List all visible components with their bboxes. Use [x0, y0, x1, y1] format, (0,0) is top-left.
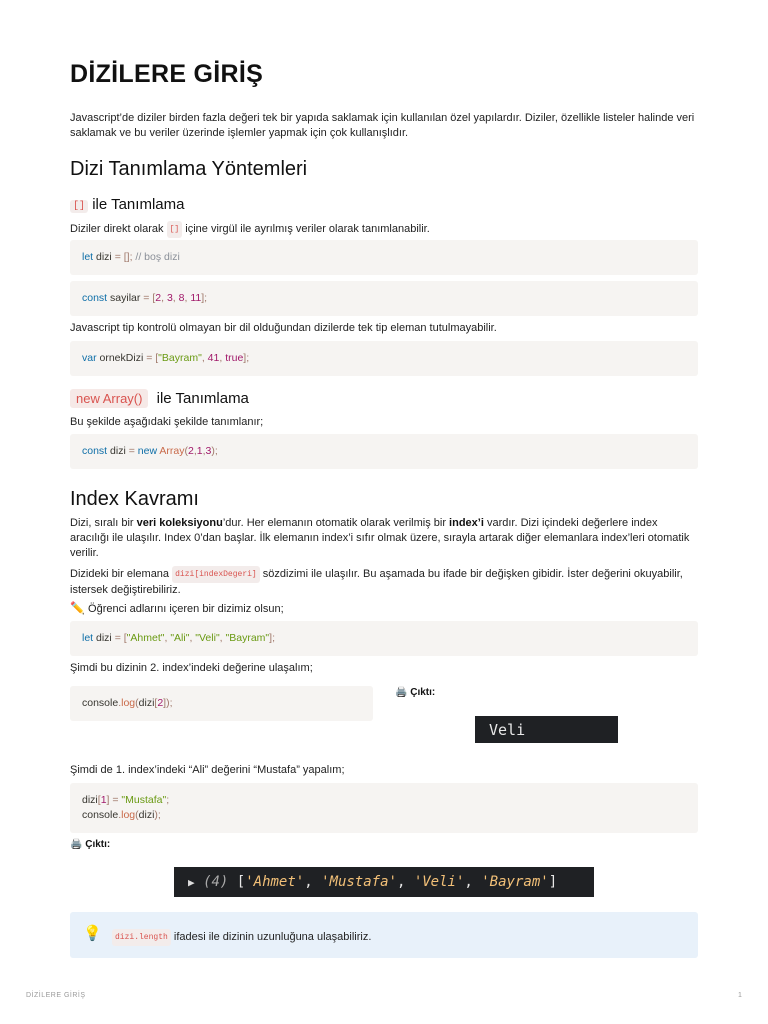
code-line: const sayilar = [2, 3, 8, 11];	[82, 292, 208, 304]
desc-text: Diziler direkt olarak	[70, 223, 164, 235]
footer-title: DİZİLERE GİRİŞ	[26, 992, 86, 999]
inline-code: []	[167, 221, 183, 238]
bracket-description	[70, 221, 430, 238]
subheading-bracket-tanimlama	[70, 196, 184, 213]
code-block-console-log	[70, 686, 373, 721]
type-note: Javascript tip kontrolü olmayan bir dil olduğundan dizilerde tek tip eleman tutulmayabilir.	[70, 322, 497, 334]
section-heading-index: Index Kavramı	[70, 488, 199, 510]
access-index-2-text: Şimdi bu dizinin 2. index’indeki değerine ulaşalım;	[70, 662, 313, 674]
inline-code-length: dizi.length	[112, 929, 171, 946]
new-array-description: Bu şekilde aşağıdaki şekilde tanımlanır;	[70, 416, 264, 428]
subheading-new-array-tanimlama	[70, 389, 249, 408]
code-block-number-array	[70, 281, 698, 316]
code-line: console.log(dizi[2]);	[82, 697, 173, 709]
code-block-mixed-array	[70, 341, 698, 376]
code-line: dizi[1] = "Mustafa";	[82, 794, 170, 806]
inline-code-new-array: new Array()	[70, 389, 148, 408]
output-array: ▶ (4) ['Ahmet', 'Mustafa', 'Veli', 'Bayram']	[188, 874, 558, 890]
inline-code-brackets: []	[70, 200, 88, 213]
output-label-2: 🖨️ Çıktı:	[70, 839, 111, 850]
code-line: var ornekDizi = ["Bayram", 41, true];	[82, 352, 250, 364]
footer-page-number: 1	[738, 992, 743, 999]
callout-text: dizi.length ifadesi ile dizinin uzunluğuna ulaşabiliriz.	[112, 929, 371, 946]
inline-code-index-access: dizi[indexDegeri]	[172, 566, 260, 583]
student-array-intro: ✏️ Öğrenci adlarını içeren bir dizimiz olsun;	[70, 601, 284, 615]
printer-icon: 🖨️	[70, 839, 83, 850]
code-block-reassign	[70, 783, 698, 833]
code-line: let dizi = []; // boş dizi	[82, 251, 180, 263]
printer-icon: 🖨️	[395, 687, 408, 698]
subheading-label: ile Tanımlama	[156, 390, 249, 407]
output-label-1: 🖨️ Çıktı:	[395, 687, 436, 698]
intro-paragraph: Javascript’de diziler birden fazla değeri tek bir yapıda saklamak için kullanılan özel yapılardır. Diziler, özellikle listeler halinde veri saklamak ve bu veriler üzerinde işlemler yapmak için çok kullanışlıdır.	[70, 112, 695, 139]
section-heading-dizi-tanimlama: Dizi Tanımlama Yöntemleri	[70, 158, 308, 180]
tip-callout	[70, 912, 698, 958]
desc-text: içine virgül ile ayrılmış veriler olarak tanımlanabilir.	[185, 223, 430, 235]
subheading-label: ile Tanımlama	[92, 196, 185, 213]
expand-arrow-icon: ▶	[188, 876, 195, 889]
code-line: console.log(dizi);	[82, 809, 161, 821]
reassign-text: Şimdi de 1. index’indeki “Ali” değerini “Mustafa” yapalım;	[70, 764, 345, 776]
output-terminal-2	[174, 867, 594, 897]
code-line: let dizi = ["Ahmet", "Ali", "Veli", "Bayram"];	[82, 632, 275, 644]
output-value: Veli	[489, 721, 526, 739]
output-terminal-1	[475, 716, 618, 743]
code-block-new-array	[70, 434, 698, 469]
page-title: DİZİLERE GİRİŞ	[70, 60, 264, 88]
code-block-student-array	[70, 621, 698, 656]
pencil-icon: ✏️	[70, 601, 85, 615]
lightbulb-icon: 💡	[83, 925, 102, 942]
code-line: const dizi = new Array(2,1,3);	[82, 445, 218, 457]
code-block-empty-array	[70, 240, 698, 275]
access-paragraph: Dizideki bir elemana dizi[indexDegeri] sözdizimi ile ulaşılır. Bu aşamada bu ifade bir değişken gibidir. İster değerini okuyabilir, istersek değiştirebiliriz.	[70, 568, 683, 596]
index-paragraph: Dizi, sıralı bir veri koleksiyonu’dur. Her elemanın otomatik olarak verilmiş bir index’i vardır. Dizi içindeki değerlere index aracılığı ile ulaşılır. Index 0’dan başlar. İlk elemanın index’i sıfır olmak üzere, sırayla artarak diğer elemanlara index’leri otomatik verilir.	[70, 517, 690, 559]
